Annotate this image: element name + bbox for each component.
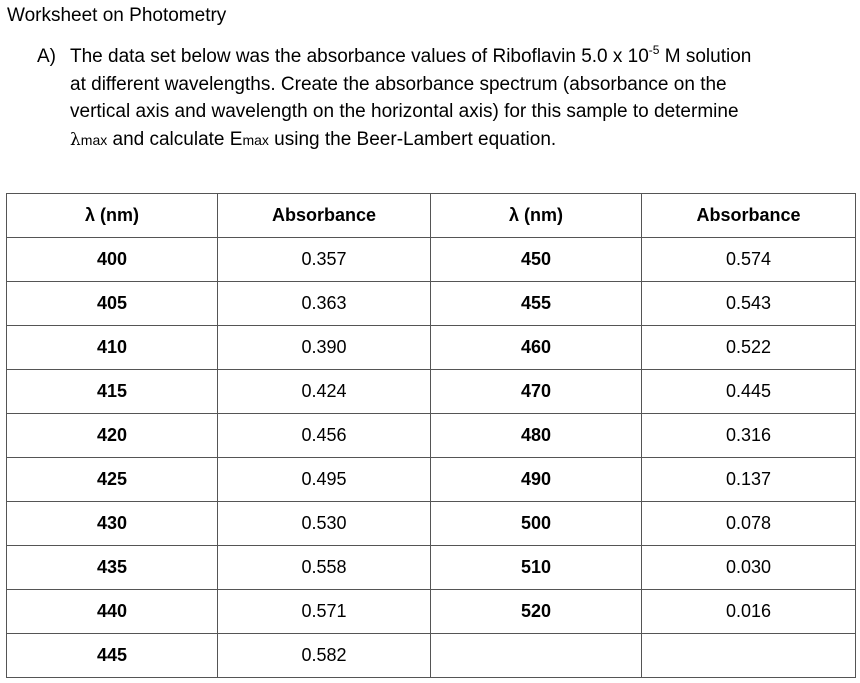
wavelength-cell: 410 xyxy=(7,326,218,370)
absorbance-cell: 0.316 xyxy=(642,414,856,458)
absorbance-cell: 0.495 xyxy=(218,458,431,502)
e-max-subscript: max xyxy=(242,131,269,148)
absorbance-cell: 0.357 xyxy=(218,238,431,282)
question-label: A) xyxy=(37,46,56,67)
absorbance-cell: 0.016 xyxy=(642,590,856,634)
table-header-row xyxy=(7,194,856,238)
absorbance-cell: 0.137 xyxy=(642,458,856,502)
header-absorbance-1: Absorbance xyxy=(218,194,431,238)
absorbance-table xyxy=(6,193,856,678)
absorbance-cell: 0.030 xyxy=(642,546,856,590)
wavelength-cell: 520 xyxy=(431,590,642,634)
table-row xyxy=(7,458,856,502)
header-wavelength-2: λ (nm) xyxy=(431,194,642,238)
concentration-exponent: -5 xyxy=(648,43,660,57)
question-line-2: at different wavelengths. Create the absorbance spectrum (absorbance on the xyxy=(70,73,727,95)
absorbance-cell: 0.582 xyxy=(218,634,431,678)
wavelength-cell: 455 xyxy=(431,282,642,326)
wavelength-cell xyxy=(431,634,642,678)
question-line-1-start: The data set below was the absorbance values of Riboflavin 5.0 x 10 xyxy=(70,46,649,67)
question-text xyxy=(70,43,855,154)
wavelength-cell: 510 xyxy=(431,546,642,590)
question-line-1-end: M solution xyxy=(659,46,752,67)
wavelength-cell: 490 xyxy=(431,458,642,502)
worksheet-title: Worksheet on Photometry xyxy=(7,5,227,26)
wavelength-cell: 460 xyxy=(431,326,642,370)
wavelength-cell: 420 xyxy=(7,414,218,458)
question-line-3: vertical axis and wavelength on the horizontal axis) for this sample to determine xyxy=(70,101,739,122)
absorbance-cell: 0.574 xyxy=(642,238,856,282)
absorbance-cell xyxy=(642,634,856,678)
wavelength-cell: 425 xyxy=(7,458,218,502)
lambda-symbol: λ xyxy=(70,129,81,150)
absorbance-cell: 0.543 xyxy=(642,282,856,326)
absorbance-cell: 0.390 xyxy=(218,326,431,370)
table-row xyxy=(7,414,856,458)
wavelength-cell: 440 xyxy=(7,590,218,634)
wavelength-cell: 445 xyxy=(7,634,218,678)
wavelength-cell: 480 xyxy=(431,414,642,458)
table-row xyxy=(7,326,856,370)
wavelength-cell: 405 xyxy=(7,282,218,326)
question-line-4-end: using the Beer-Lambert equation. xyxy=(268,128,557,150)
absorbance-cell: 0.456 xyxy=(218,414,431,458)
header-absorbance-2: Absorbance xyxy=(642,194,856,238)
absorbance-cell: 0.363 xyxy=(218,282,431,326)
absorbance-cell: 0.445 xyxy=(642,370,856,414)
absorbance-cell: 0.078 xyxy=(642,502,856,546)
table-row xyxy=(7,370,856,414)
wavelength-cell: 500 xyxy=(431,502,642,546)
header-wavelength-1: λ (nm) xyxy=(7,194,218,238)
table-row xyxy=(7,546,856,590)
wavelength-cell: 470 xyxy=(431,370,642,414)
wavelength-cell: 430 xyxy=(7,502,218,546)
question-line-4 xyxy=(70,126,855,155)
table-row xyxy=(7,238,856,282)
absorbance-cell: 0.530 xyxy=(218,502,431,546)
wavelength-cell: 415 xyxy=(7,370,218,414)
wavelength-cell: 450 xyxy=(431,238,642,282)
wavelength-cell: 435 xyxy=(7,546,218,590)
absorbance-cell: 0.522 xyxy=(642,326,856,370)
table-row xyxy=(7,590,856,634)
table-row xyxy=(7,502,856,546)
wavelength-cell: 400 xyxy=(7,238,218,282)
question-line-4-mid: and calculate E xyxy=(107,128,243,150)
table-row xyxy=(7,634,856,678)
absorbance-cell: 0.424 xyxy=(218,370,431,414)
table-body xyxy=(7,238,856,678)
absorbance-cell: 0.558 xyxy=(218,546,431,590)
lambda-max-subscript: max xyxy=(80,131,108,148)
absorbance-cell: 0.571 xyxy=(218,590,431,634)
question-line-1 xyxy=(70,43,855,71)
table-row xyxy=(7,282,856,326)
